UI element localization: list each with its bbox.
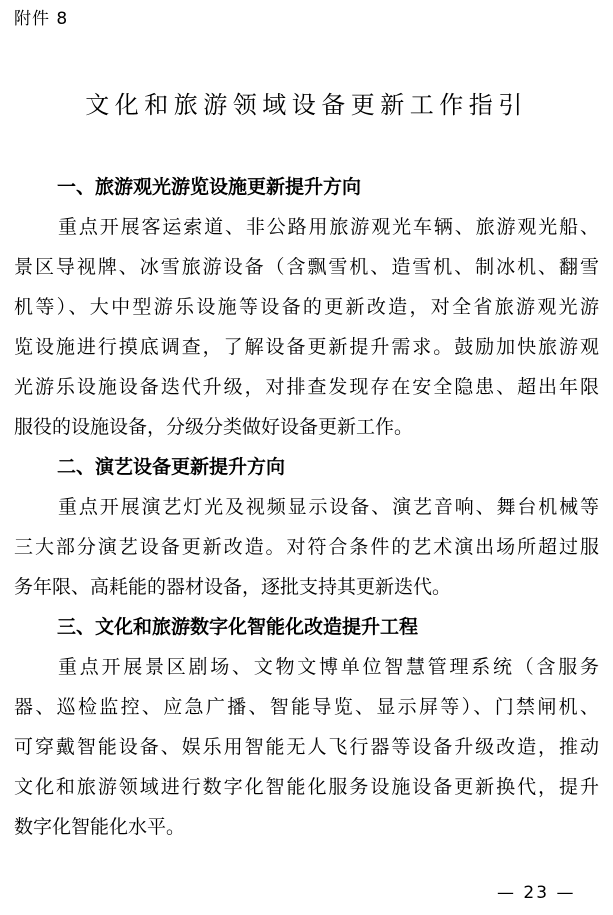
paragraph-line: 文化和旅游领域进行数字化智能化服务设施设备更新换代，提升 bbox=[14, 776, 599, 798]
paragraph-line: 光游乐设施设备迭代升级，对排查发现存在安全隐患、超出年限 bbox=[14, 376, 599, 398]
section-heading-1: 一、旅游观光游览设施更新提升方向 bbox=[57, 176, 362, 198]
paragraph-line: 机等）、大中型游乐设施等设备的更新改造，对全省旅游观光游 bbox=[14, 296, 599, 318]
page-number: — 23 — bbox=[497, 883, 576, 903]
section-heading-3: 三、文化和旅游数字化智能化改造提升工程 bbox=[57, 616, 419, 638]
paragraph-line: 服役的设施设备，分级分类做好设备更新工作。 bbox=[14, 416, 414, 438]
paragraph-line: 三大部分演艺设备更新改造。对符合条件的艺术演出场所超过服 bbox=[14, 536, 599, 558]
paragraph-line: 景区导视牌、冰雪旅游设备（含飘雪机、造雪机、制冰机、翻雪 bbox=[14, 256, 599, 278]
document-title: 文化和旅游领域设备更新工作指引 bbox=[85, 91, 528, 119]
paragraph-line: 重点开展客运索道、非公路用旅游观光车辆、旅游观光船、 bbox=[58, 216, 599, 238]
paragraph-line: 务年限、高耗能的器材设备，逐批支持其更新迭代。 bbox=[14, 576, 452, 598]
paragraph-line: 可穿戴智能设备、娱乐用智能无人飞行器等设备升级改造，推动 bbox=[14, 736, 599, 758]
paragraph-line: 重点开展演艺灯光及视频显示设备、演艺音响、舞台机械等 bbox=[58, 496, 599, 518]
paragraph-line: 重点开展景区剧场、文物文博单位智慧管理系统（含服务 bbox=[58, 656, 599, 678]
attachment-label: 附件 8 bbox=[14, 9, 69, 29]
paragraph-line: 览设施进行摸底调查，了解设备更新提升需求。鼓励加快旅游观 bbox=[14, 336, 599, 358]
document-body bbox=[14, 167, 599, 847]
section-heading-2: 二、演艺设备更新提升方向 bbox=[57, 456, 286, 478]
paragraph-line: 器、巡检监控、应急广播、智能导览、显示屏等）、门禁闸机、 bbox=[14, 696, 599, 718]
paragraph-line: 数字化智能化水平。 bbox=[14, 816, 186, 838]
